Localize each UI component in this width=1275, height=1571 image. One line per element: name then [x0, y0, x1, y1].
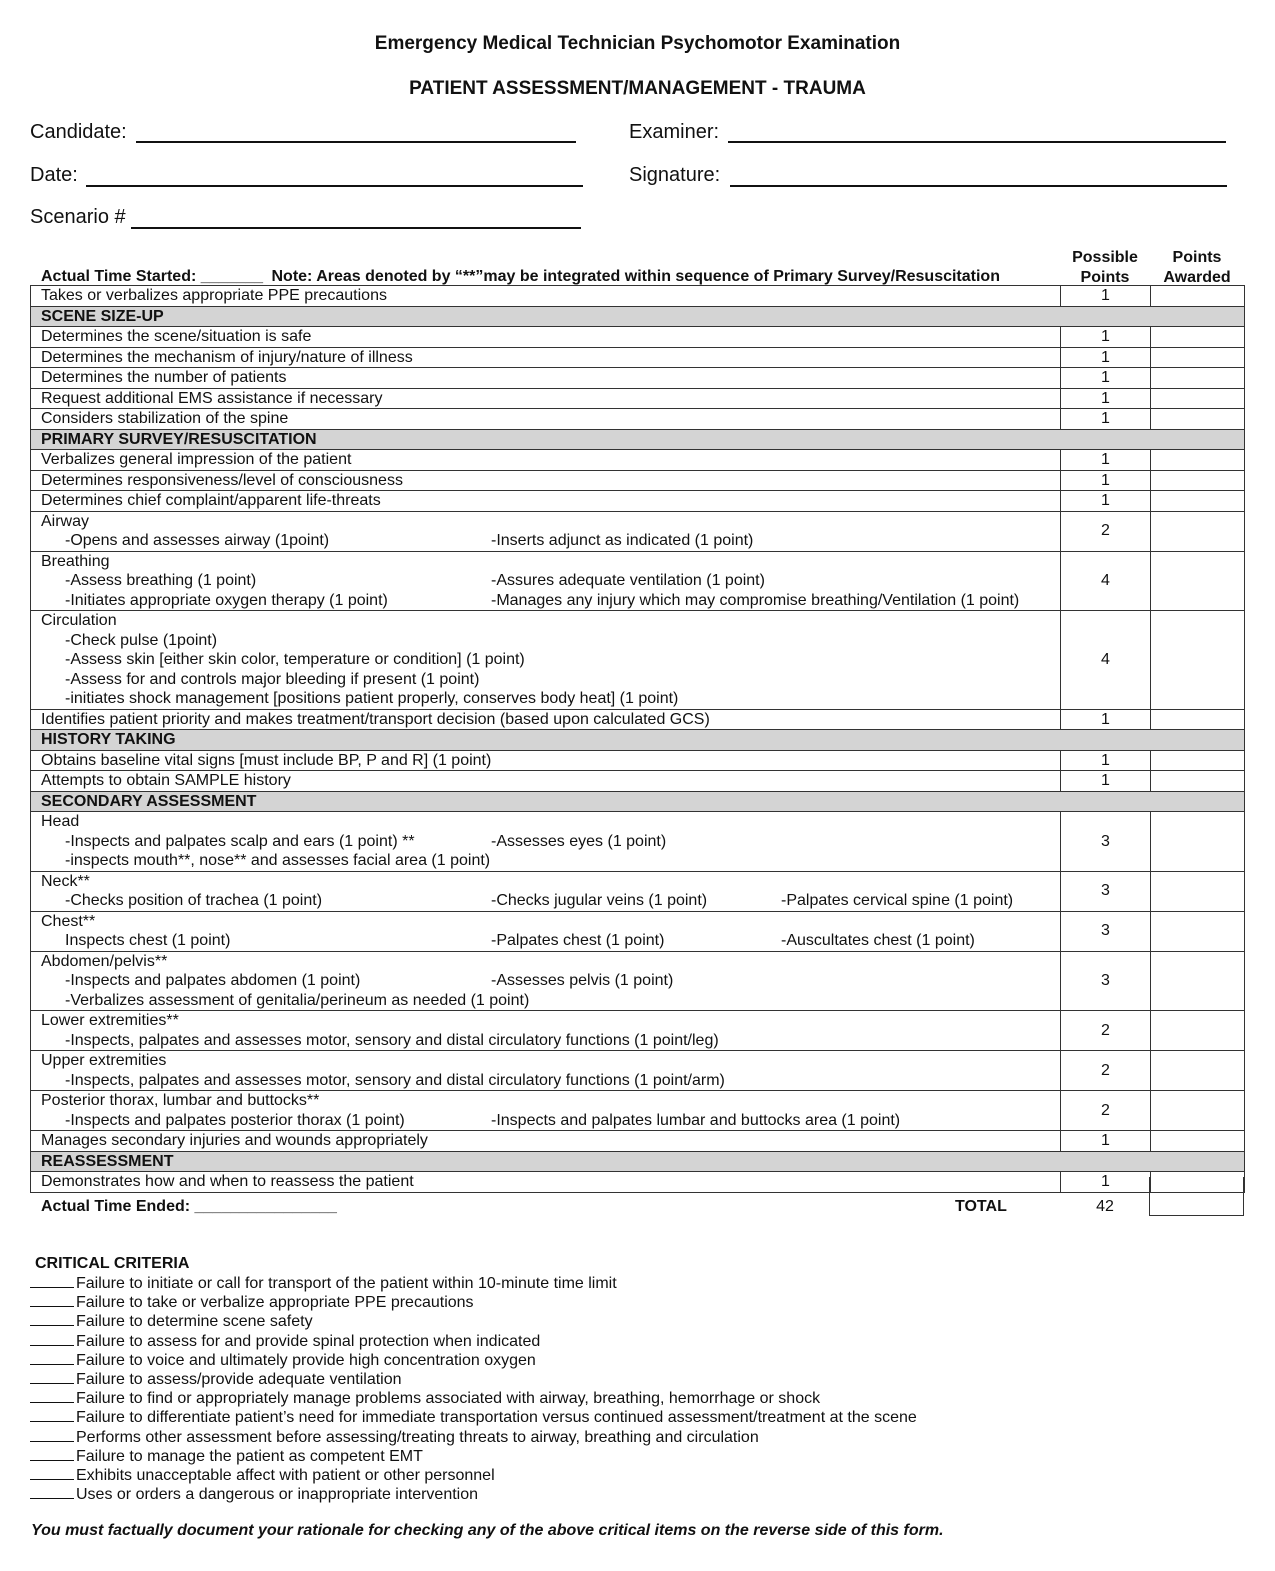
item-subline	[41, 591, 1060, 611]
possible-header-line1: Possible	[1072, 249, 1138, 266]
critical-criteria-text: Performs other assessment before assessing/treating threats to airway, breathing and circulation	[76, 1428, 759, 1446]
item-text: Determines chief complaint/apparent life-threats	[41, 492, 381, 509]
table-row	[31, 491, 1245, 512]
points-awarded-cell[interactable]	[1151, 951, 1245, 1011]
critical-checkbox-blank[interactable]	[30, 1428, 74, 1442]
possible-points: 1	[1061, 347, 1151, 368]
possible-points: 1	[1061, 491, 1151, 512]
table-row	[31, 327, 1245, 348]
points-awarded-cell[interactable]	[1151, 750, 1245, 771]
critical-criteria-item	[30, 1466, 917, 1485]
critical-criteria-text: Failure to assess/provide adequate ventilation	[76, 1371, 402, 1389]
possible-header-line2: Points	[1080, 269, 1130, 286]
critical-criteria-text: Failure to find or appropriately manage problems associated with airway, breathing, hemorrhage or shock	[76, 1390, 821, 1408]
possible-points: 3	[1061, 911, 1151, 951]
item-description	[31, 409, 1061, 430]
points-awarded-cell[interactable]	[1151, 286, 1245, 307]
item-text: Request additional EMS assistance if necessary	[41, 389, 383, 407]
possible-points: 4	[1061, 611, 1151, 710]
section-row	[31, 1151, 1245, 1172]
table-row	[31, 286, 1245, 307]
table-row	[31, 709, 1245, 730]
possible-points: 1	[1061, 1131, 1151, 1152]
item-subtext: -Palpates cervical spine (1 point)	[781, 892, 1014, 909]
critical-criteria-text: Failure to determine scene safety	[76, 1313, 313, 1331]
section-title: SECONDARY ASSESSMENT	[31, 791, 1245, 812]
item-subtext: -Inserts adjunct as indicated (1 point)	[491, 532, 754, 549]
critical-criteria-item	[30, 1332, 917, 1351]
critical-checkbox-blank[interactable]	[30, 1351, 74, 1365]
critical-criteria-text: Exhibits unacceptable affect with patient or other personnel	[76, 1467, 495, 1485]
critical-checkbox-blank[interactable]	[30, 1274, 74, 1288]
points-awarded-cell[interactable]	[1151, 812, 1245, 872]
table-row	[31, 551, 1245, 611]
critical-checkbox-blank[interactable]	[30, 1485, 74, 1499]
points-awarded-cell[interactable]	[1151, 871, 1245, 911]
possible-points: 1	[1061, 470, 1151, 491]
points-awarded-cell[interactable]	[1151, 1051, 1245, 1091]
item-subtext: -Check pulse (1point)	[65, 631, 218, 649]
item-subtext: -Assess for and controls major bleeding if present (1 point)	[65, 670, 480, 688]
critical-criteria-text: Failure to assess for and provide spinal protection when indicated	[76, 1332, 541, 1350]
item-subline	[41, 650, 1060, 670]
item-description	[31, 709, 1061, 730]
time-ended: Actual Time Ended: ________________	[41, 1198, 337, 1215]
awarded-header-line1: Points	[1172, 249, 1222, 266]
item-description	[31, 1011, 1061, 1051]
item-text: Determines the mechanism of injury/nature of illness	[41, 348, 413, 366]
possible-points: 3	[1061, 812, 1151, 872]
table-row	[31, 511, 1245, 551]
item-text: Upper extremities	[41, 1052, 167, 1069]
item-subline	[41, 1071, 1060, 1091]
points-awarded-cell[interactable]	[1151, 388, 1245, 409]
item-subline	[41, 891, 1060, 911]
possible-points: 1	[1061, 709, 1151, 730]
table-row	[31, 388, 1245, 409]
item-subline	[41, 991, 1060, 1011]
points-awarded-cell[interactable]	[1151, 470, 1245, 491]
possible-points: 4	[1061, 551, 1151, 611]
table-row	[31, 1172, 1245, 1193]
assessment-table	[30, 285, 1245, 1193]
points-awarded-cell[interactable]	[1151, 327, 1245, 348]
table-row	[31, 1011, 1245, 1051]
item-subline	[41, 689, 1060, 709]
points-awarded-cell[interactable]	[1151, 409, 1245, 430]
item-description	[31, 511, 1061, 551]
item-subtext: Inspects chest (1 point)	[65, 932, 231, 949]
item-subline	[41, 832, 1060, 852]
points-awarded-cell[interactable]	[1151, 450, 1245, 471]
item-text: Identifies patient priority and makes treatment/transport decision (based upon calculated GCS)	[41, 710, 710, 728]
critical-checkbox-blank[interactable]	[30, 1466, 74, 1480]
item-description	[31, 1131, 1061, 1152]
examiner-field[interactable]	[728, 141, 1226, 143]
critical-criteria-text: Failure to differentiate patient’s need for immediate transportation versus continued assessment/treatment at the scene	[76, 1409, 917, 1427]
item-text: Determines responsiveness/level of consciousness	[41, 471, 403, 489]
table-row	[31, 1131, 1245, 1152]
item-description	[31, 1091, 1061, 1131]
signature-field[interactable]	[730, 185, 1227, 187]
table-row	[31, 871, 1245, 911]
item-text: Airway	[41, 512, 90, 530]
possible-points: 2	[1061, 1051, 1151, 1091]
item-subline	[41, 631, 1060, 651]
page-title: Emergency Medical Technician Psychomotor Examination	[374, 33, 901, 54]
possible-points: 2	[1061, 1011, 1151, 1051]
table-row	[31, 1051, 1245, 1091]
critical-criteria-item	[30, 1293, 917, 1312]
table-row	[31, 611, 1245, 710]
points-awarded-header	[1150, 248, 1244, 288]
item-subtext: -Inspects and palpates posterior thorax (1 point)	[65, 1111, 405, 1129]
item-description	[31, 750, 1061, 771]
item-subtext: -Assesses eyes (1 point)	[491, 832, 667, 850]
item-subtext: -Assess skin [either skin color, temperature or condition] (1 point)	[65, 651, 525, 668]
section-title: HISTORY TAKING	[31, 730, 1245, 751]
item-subtext: -Manages any injury which may compromise breathing/Ventilation (1 point)	[491, 591, 1020, 609]
critical-criteria-item	[30, 1389, 917, 1408]
critical-checkbox-blank[interactable]	[30, 1408, 74, 1422]
points-awarded-cell[interactable]	[1151, 709, 1245, 730]
item-subline	[41, 1031, 1060, 1051]
item-subtext: -initiates shock management [positions patient properly, conserves body heat] (1 point)	[65, 690, 679, 707]
item-text: Chest**	[41, 912, 96, 930]
points-awarded-cell[interactable]	[1151, 511, 1245, 551]
possible-points: 2	[1061, 1091, 1151, 1131]
item-subline	[41, 851, 1060, 871]
item-text: Considers stabilization of the spine	[41, 410, 289, 427]
section-row	[31, 730, 1245, 751]
item-text: Posterior thorax, lumbar and buttocks**	[41, 1092, 320, 1109]
item-text: Demonstrates how and when to reassess the patient	[41, 1173, 414, 1190]
points-awarded-cell[interactable]	[1151, 491, 1245, 512]
critical-criteria-text: Failure to voice and ultimately provide high concentration oxygen	[76, 1351, 536, 1369]
candidate-label: Candidate:	[30, 121, 127, 143]
critical-criteria-text: Failure to manage the patient as competent EMT	[76, 1447, 423, 1465]
table-row	[31, 911, 1245, 951]
points-awarded-cell[interactable]	[1151, 551, 1245, 611]
item-text: Manages secondary injuries and wounds appropriately	[41, 1132, 428, 1149]
item-text: Attempts to obtain SAMPLE history	[41, 772, 291, 789]
item-text: Lower extremities**	[41, 1012, 179, 1029]
possible-points: 3	[1061, 871, 1151, 911]
critical-criteria-text: Uses or orders a dangerous or inappropriate intervention	[76, 1486, 479, 1504]
item-subtext: -Checks jugular veins (1 point)	[491, 892, 708, 909]
item-description	[31, 450, 1061, 471]
scenario-field[interactable]	[131, 227, 581, 229]
item-description	[31, 347, 1061, 368]
table-row	[31, 1091, 1245, 1131]
critical-checkbox-blank[interactable]	[30, 1312, 74, 1326]
item-subtext: -Inspects and palpates scalp and ears (1 point) **	[65, 832, 415, 850]
item-subline	[41, 931, 1060, 951]
table-row	[31, 347, 1245, 368]
item-subtext: -inspects mouth**, nose** and assesses facial area (1 point)	[65, 852, 491, 869]
item-description	[31, 1051, 1061, 1091]
item-description	[31, 611, 1061, 710]
signature-label: Signature:	[629, 164, 721, 186]
item-description	[31, 286, 1061, 307]
item-text: Head	[41, 813, 80, 830]
possible-points: 1	[1061, 286, 1151, 307]
item-subline	[41, 531, 1060, 551]
possible-points: 1	[1061, 450, 1151, 471]
item-subtext: -Palpates chest (1 point)	[491, 932, 665, 949]
item-description	[31, 1172, 1061, 1193]
critical-checkbox-blank[interactable]	[30, 1447, 74, 1461]
table-row	[31, 409, 1245, 430]
points-awarded-cell[interactable]	[1151, 611, 1245, 710]
critical-checkbox-blank[interactable]	[30, 1332, 74, 1346]
points-awarded-cell[interactable]	[1151, 368, 1245, 389]
points-awarded-cell[interactable]	[1151, 771, 1245, 792]
possible-points: 1	[1061, 388, 1151, 409]
critical-checkbox-blank[interactable]	[30, 1293, 74, 1307]
section-row	[31, 306, 1245, 327]
item-description	[31, 491, 1061, 512]
section-row	[31, 791, 1245, 812]
item-description	[31, 551, 1061, 611]
critical-criteria-item	[30, 1370, 917, 1389]
item-subtext: -Assures adequate ventilation (1 point)	[491, 572, 765, 589]
item-text: Determines the scene/situation is safe	[41, 328, 312, 345]
total-possible: 42	[1096, 1198, 1114, 1215]
critical-criteria-item	[30, 1428, 917, 1447]
item-text: Obtains baseline vital signs [must include BP, P and R] (1 point)	[41, 751, 492, 769]
table-row	[31, 450, 1245, 471]
date-field[interactable]	[86, 185, 583, 187]
item-description	[31, 951, 1061, 1011]
table-row	[31, 470, 1245, 491]
item-text: Neck**	[41, 872, 90, 890]
candidate-field[interactable]	[136, 141, 576, 143]
critical-criteria-item	[30, 1312, 917, 1331]
table-row	[31, 368, 1245, 389]
item-subtext: -Opens and assesses airway (1point)	[65, 532, 330, 549]
possible-points: 1	[1061, 1172, 1151, 1193]
points-awarded-cell[interactable]	[1151, 1131, 1245, 1152]
item-text: Breathing	[41, 552, 110, 570]
item-description	[31, 771, 1061, 792]
item-subtext: -Auscultates chest (1 point)	[781, 932, 975, 949]
critical-checkbox-blank[interactable]	[30, 1389, 74, 1403]
possible-points: 2	[1061, 511, 1151, 551]
time-started	[41, 268, 1000, 286]
page-subtitle: PATIENT ASSESSMENT/MANAGEMENT - TRAUMA	[409, 78, 866, 99]
points-awarded-cell[interactable]	[1151, 1091, 1245, 1131]
section-title: REASSESSMENT	[31, 1151, 1245, 1172]
item-text: Abdomen/pelvis**	[41, 952, 168, 970]
awarded-header-line2: Awarded	[1163, 269, 1231, 286]
item-description	[31, 327, 1061, 348]
critical-criteria-list	[30, 1274, 917, 1504]
item-subtext: -Inspects, palpates and assesses motor, sensory and distal circulatory functions (1 point/leg)	[65, 1031, 719, 1049]
examiner-label: Examiner:	[629, 121, 720, 143]
critical-criteria-text: Failure to initiate or call for transport of the patient within 10-minute time limit	[76, 1275, 617, 1292]
total-awarded-box[interactable]	[1149, 1177, 1244, 1216]
item-text: Takes or verbalizes appropriate PPE precautions	[41, 287, 387, 304]
table-row	[31, 750, 1245, 771]
section-title: PRIMARY SURVEY/RESUSCITATION	[31, 429, 1245, 450]
points-awarded-cell[interactable]	[1151, 347, 1245, 368]
scenario-label: Scenario #	[30, 206, 126, 228]
item-subline	[41, 971, 1060, 991]
item-subtext: -Checks position of trachea (1 point)	[65, 892, 323, 909]
item-description	[31, 368, 1061, 389]
item-description	[31, 470, 1061, 491]
item-subtext: -Assesses pelvis (1 point)	[491, 972, 674, 989]
item-subtext: -Initiates appropriate oxygen therapy (1 point)	[65, 591, 388, 609]
date-label: Date:	[30, 164, 78, 186]
possible-points: 3	[1061, 951, 1151, 1011]
item-text: Verbalizes general impression of the patient	[41, 451, 352, 468]
item-description	[31, 388, 1061, 409]
critical-criteria-item	[30, 1351, 917, 1370]
points-awarded-cell[interactable]	[1151, 1011, 1245, 1051]
table-row	[31, 951, 1245, 1011]
section-title: SCENE SIZE-UP	[31, 306, 1245, 327]
total-label: TOTAL	[955, 1198, 1007, 1215]
critical-criteria-item	[30, 1485, 917, 1504]
item-subline	[41, 571, 1060, 591]
time-started-label: Actual Time Started: _______	[41, 268, 264, 285]
item-subline	[41, 1111, 1060, 1131]
critical-checkbox-blank[interactable]	[30, 1370, 74, 1384]
critical-criteria-title: CRITICAL CRITERIA	[35, 1255, 190, 1272]
possible-points: 1	[1061, 409, 1151, 430]
item-subline	[41, 670, 1060, 690]
points-awarded-cell[interactable]	[1151, 911, 1245, 951]
possible-points: 1	[1061, 750, 1151, 771]
possible-points: 1	[1061, 771, 1151, 792]
item-text: Determines the number of patients	[41, 369, 287, 386]
item-subtext: -Inspects and palpates abdomen (1 point)	[65, 972, 361, 989]
item-subtext: -Inspects and palpates lumbar and buttocks area (1 point)	[491, 1111, 901, 1129]
possible-points-header	[1060, 248, 1150, 288]
item-description	[31, 871, 1061, 911]
rationale-note: You must factually document your rationale for checking any of the above critical items on the reverse side of this form.	[31, 1522, 944, 1539]
item-subtext: -Assess breathing (1 point)	[65, 572, 257, 589]
section-row	[31, 429, 1245, 450]
possible-points: 1	[1061, 327, 1151, 348]
item-subtext: -Verbalizes assessment of genitalia/perineum as needed (1 point)	[65, 991, 530, 1009]
table-row	[31, 812, 1245, 872]
integration-note: Note: Areas denoted by “**”may be integrated within sequence of Primary Survey/Resuscitation	[271, 268, 1000, 285]
item-text: Circulation	[41, 612, 117, 629]
item-description	[31, 812, 1061, 872]
table-row	[31, 771, 1245, 792]
possible-points: 1	[1061, 368, 1151, 389]
critical-criteria-item	[30, 1274, 917, 1293]
item-description	[31, 911, 1061, 951]
critical-criteria-item	[30, 1408, 917, 1427]
critical-criteria-text: Failure to take or verbalize appropriate PPE precautions	[76, 1294, 474, 1312]
item-subtext: -Inspects, palpates and assesses motor, sensory and distal circulatory functions (1 point/arm)	[65, 1071, 725, 1089]
critical-criteria-item	[30, 1447, 917, 1466]
